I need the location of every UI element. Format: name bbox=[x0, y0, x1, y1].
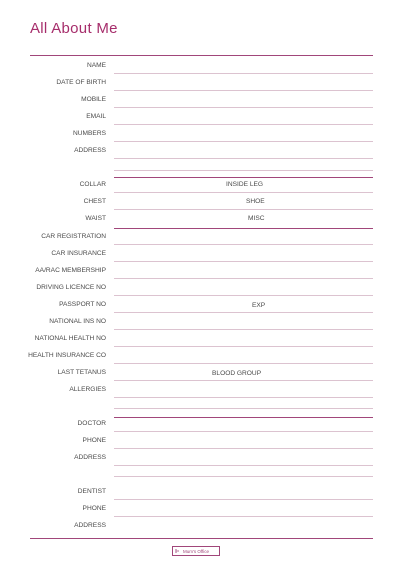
chest-label: CHEST bbox=[83, 198, 106, 205]
documents-section-rule bbox=[114, 228, 373, 229]
mobile-field[interactable] bbox=[114, 107, 373, 108]
dentist-phone-field[interactable] bbox=[114, 516, 373, 517]
sizes-section-rule bbox=[114, 177, 373, 178]
logo-text: Mum's Office bbox=[182, 548, 210, 554]
numbers-label: NUMBERS bbox=[73, 130, 106, 137]
dob-label: DATE OF BIRTH bbox=[56, 79, 106, 86]
allergies-field-2[interactable] bbox=[114, 408, 373, 409]
passport-field[interactable] bbox=[114, 312, 373, 313]
collar-field[interactable] bbox=[114, 192, 373, 193]
national-ins-label: NATIONAL INS NO bbox=[49, 318, 106, 325]
doctor-label: DOCTOR bbox=[77, 420, 106, 427]
car-registration-label: CAR REGISTRATION bbox=[41, 233, 106, 240]
aa-rac-field[interactable] bbox=[114, 278, 373, 279]
driving-licence-label: DRIVING LICENCE NO bbox=[36, 284, 106, 291]
numbers-field[interactable] bbox=[114, 141, 373, 142]
mums-office-logo bbox=[172, 546, 220, 556]
national-health-label: NATIONAL HEALTH NO bbox=[34, 335, 106, 342]
chest-field[interactable] bbox=[114, 209, 373, 210]
car-insurance-label: CAR INSURANCE bbox=[51, 250, 106, 257]
name-label: NAME bbox=[86, 62, 106, 69]
allergies-label: ALLERGIES bbox=[69, 386, 106, 393]
passport-label: PASSPORT NO bbox=[59, 301, 106, 308]
name-field[interactable] bbox=[114, 73, 373, 74]
doctor-address-field-2[interactable] bbox=[114, 476, 373, 477]
doctor-address-field-1[interactable] bbox=[114, 465, 373, 466]
dentist-label: DENTIST bbox=[77, 488, 106, 495]
allergies-field-1[interactable] bbox=[114, 397, 373, 398]
national-ins-field[interactable] bbox=[114, 329, 373, 330]
dentist-field[interactable] bbox=[114, 499, 373, 500]
health-insurance-label: HEALTH INSURANCE CO bbox=[28, 352, 106, 359]
health-insurance-field[interactable] bbox=[114, 363, 373, 364]
misc-label: MISC bbox=[248, 215, 265, 222]
doctor-section-rule bbox=[114, 417, 373, 418]
last-tetanus-label: LAST TETANUS bbox=[57, 369, 106, 376]
collar-label: COLLAR bbox=[79, 181, 106, 188]
address-field-2[interactable] bbox=[114, 170, 373, 171]
dentist-phone-label: PHONE bbox=[82, 505, 106, 512]
national-health-field[interactable] bbox=[114, 346, 373, 347]
car-registration-field[interactable] bbox=[114, 244, 373, 245]
driving-licence-field[interactable] bbox=[114, 295, 373, 296]
top-rule bbox=[30, 55, 373, 56]
scissors-icon bbox=[175, 549, 179, 553]
car-insurance-field[interactable] bbox=[114, 261, 373, 262]
blood-group-label: BLOOD GROUP bbox=[212, 370, 262, 377]
inside-leg-label: INSIDE LEG bbox=[226, 181, 264, 188]
page-title: All About Me bbox=[30, 20, 118, 37]
email-field[interactable] bbox=[114, 124, 373, 125]
last-tetanus-field[interactable] bbox=[114, 380, 373, 381]
address-label: ADDRESS bbox=[74, 147, 106, 154]
shoe-label: SHOE bbox=[246, 198, 265, 205]
bottom-rule bbox=[30, 538, 373, 539]
doctor-field[interactable] bbox=[114, 431, 373, 432]
waist-label: WAIST bbox=[85, 215, 106, 222]
dentist-address-label: ADDRESS bbox=[74, 522, 106, 529]
dob-field[interactable] bbox=[114, 90, 373, 91]
doctor-address-label: ADDRESS bbox=[74, 454, 106, 461]
mobile-label: MOBILE bbox=[81, 96, 106, 103]
aa-rac-label: AA/RAC MEMBERSHIP bbox=[35, 267, 106, 274]
address-field-1[interactable] bbox=[114, 158, 373, 159]
doctor-phone-field[interactable] bbox=[114, 448, 373, 449]
email-label: EMAIL bbox=[86, 113, 106, 120]
doctor-phone-label: PHONE bbox=[82, 437, 106, 444]
exp-label: EXP bbox=[252, 302, 266, 309]
